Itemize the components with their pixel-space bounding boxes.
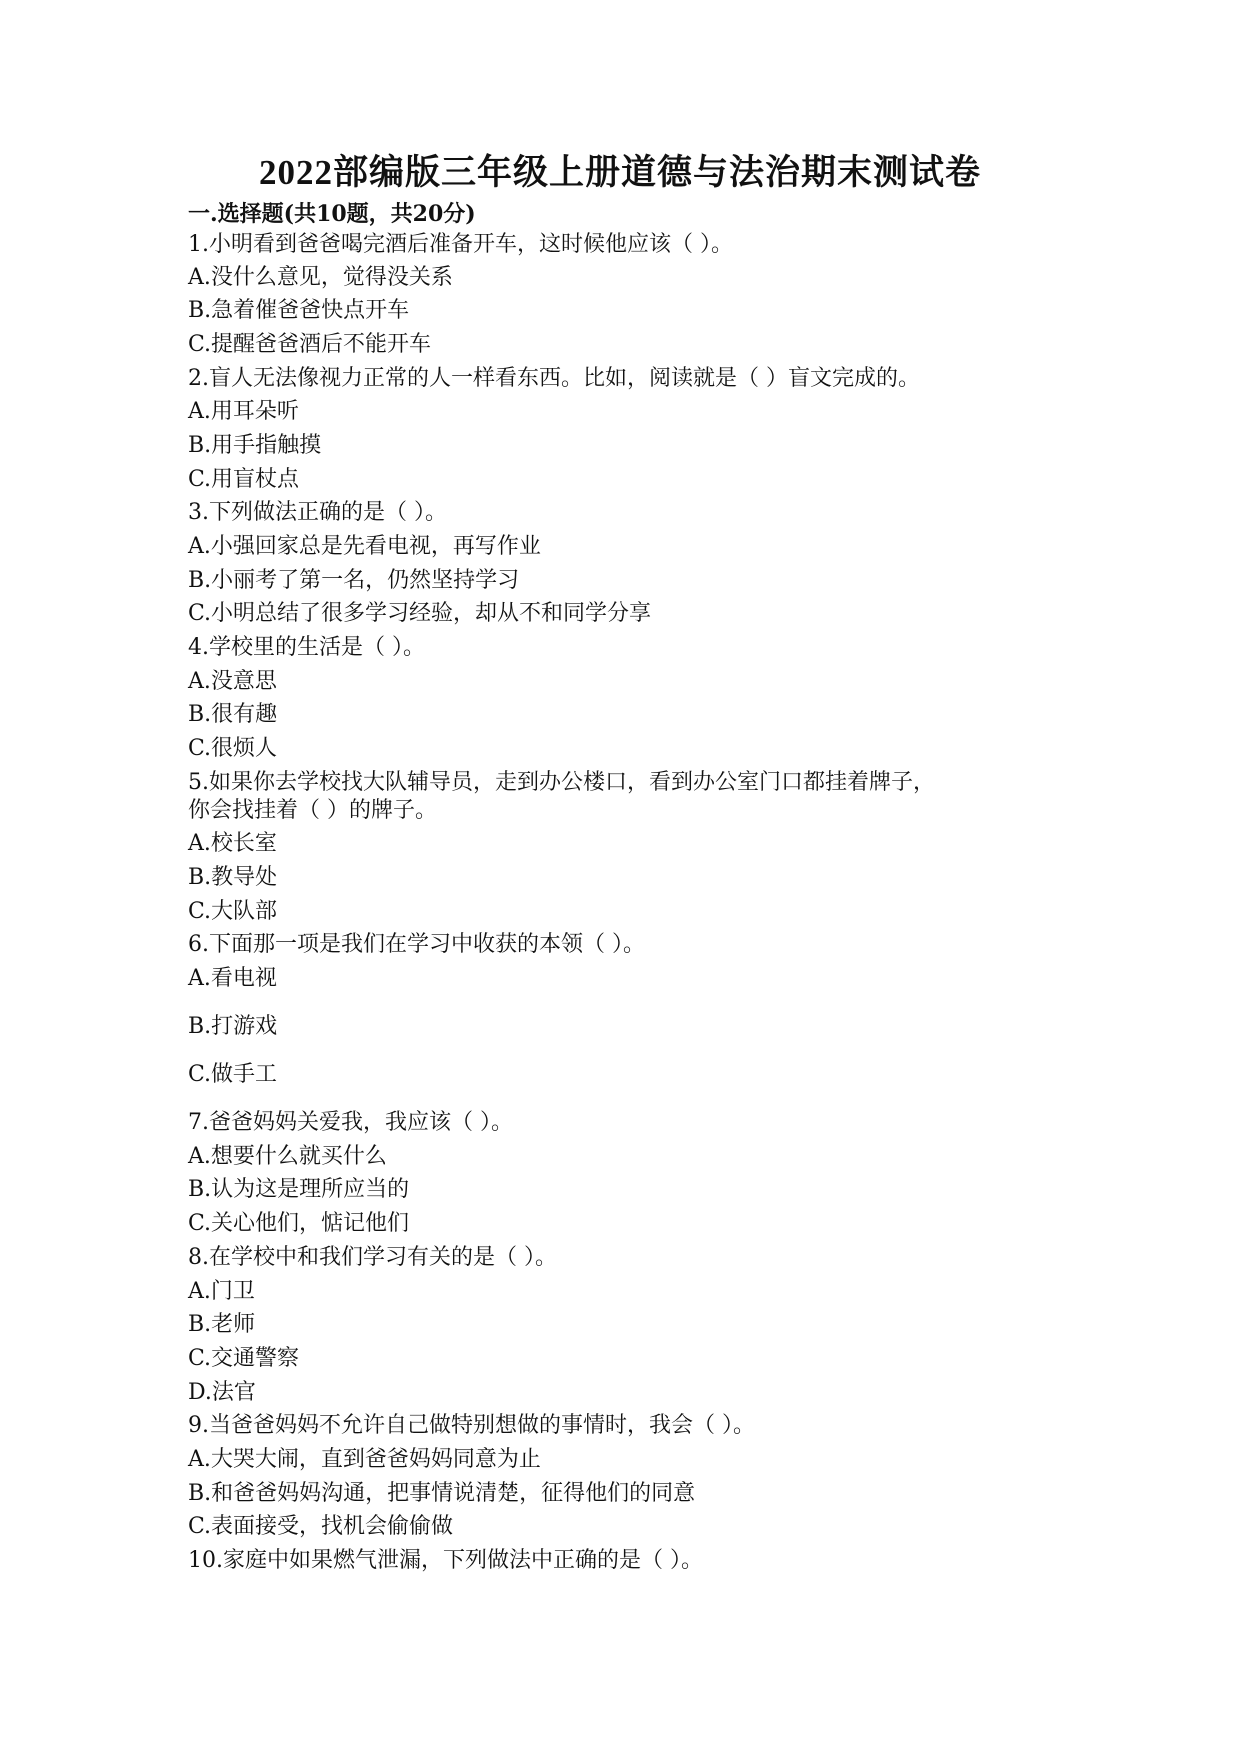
question-9-option-c: C.表面接受，找机会偷偷做 [188,1514,454,1539]
question-5-option-c: C.大队部 [188,899,278,924]
question-2-option-c: C.用盲杖点 [188,467,300,492]
question-8-option-a: A.门卫 [188,1279,255,1304]
question-7-option-c: C.关心他们，惦记他们 [188,1211,410,1236]
question-7-option-b: B.认为这是理所应当的 [188,1177,410,1202]
question-6-option-a: A.看电视 [188,966,277,991]
question-8-option-b: B.老师 [188,1312,256,1337]
section-heading: 一.选择题(共10题，共20分) [188,201,476,227]
question-5-option-b: B.教导处 [188,865,278,890]
question-3-stem: 3.下列做法正确的是（ ）。 [188,500,447,525]
question-8-stem: 8.在学校中和我们学习有关的是（ ）。 [188,1245,557,1270]
question-4-option-a: A.没意思 [188,669,277,694]
question-9-option-b: B.和爸爸妈妈沟通，把事情说清楚，征得他们的同意 [188,1481,696,1506]
question-2-stem: 2.盲人无法像视力正常的人一样看东西。比如，阅读就是（ ）盲文完成的。 [188,366,920,391]
question-1-stem: 1.小明看到爸爸喝完酒后准备开车，这时候他应该（ ）。 [188,232,733,257]
question-5-stem: 5.如果你去学校找大队辅导员，走到办公楼口，看到办公室门口都挂着牌子， [188,770,935,795]
question-3-option-a: A.小强回家总是先看电视，再写作业 [188,534,541,559]
question-1-option-a: A.没什么意见，觉得没关系 [188,265,453,290]
question-10-stem: 10.家庭中如果燃气泄漏，下列做法中正确的是（ ）。 [188,1548,703,1573]
question-6-stem: 6.下面那一项是我们在学习中收获的本领（ ）。 [188,932,645,957]
question-2-option-a: A.用耳朵听 [188,399,299,424]
question-5-stem-continued: 你会找挂着（ ）的牌子。 [188,798,437,823]
question-9-option-a: A.大哭大闹，直到爸爸妈妈同意为止 [188,1447,541,1472]
question-8-option-c: C.交通警察 [188,1346,300,1371]
question-5-option-a: A.校长室 [188,831,277,856]
question-8-option-d: D.法官 [188,1380,256,1405]
question-4-stem: 4.学校里的生活是（ ）。 [188,635,425,660]
question-6-option-c: C.做手工 [188,1062,278,1087]
question-3-option-c: C.小明总结了很多学习经验，却从不和同学分享 [188,601,652,626]
question-1-option-c: C.提醒爸爸酒后不能开车 [188,332,432,357]
question-4-option-b: B.很有趣 [188,702,278,727]
page-title: 2022部编版三年级上册道德与法治期末测试卷 [258,153,981,192]
question-7-stem: 7.爸爸妈妈关爱我，我应该（ ）。 [188,1110,513,1135]
question-9-stem: 9.当爸爸妈妈不允许自己做特别想做的事情时，我会（ ）。 [188,1413,755,1438]
question-7-option-a: A.想要什么就买什么 [188,1144,387,1169]
question-4-option-c: C.很烦人 [188,736,278,761]
question-3-option-b: B.小丽考了第一名，仍然坚持学习 [188,568,520,593]
question-6-option-b: B.打游戏 [188,1014,278,1039]
question-1-option-b: B.急着催爸爸快点开车 [188,298,410,323]
question-2-option-b: B.用手指触摸 [188,433,322,458]
